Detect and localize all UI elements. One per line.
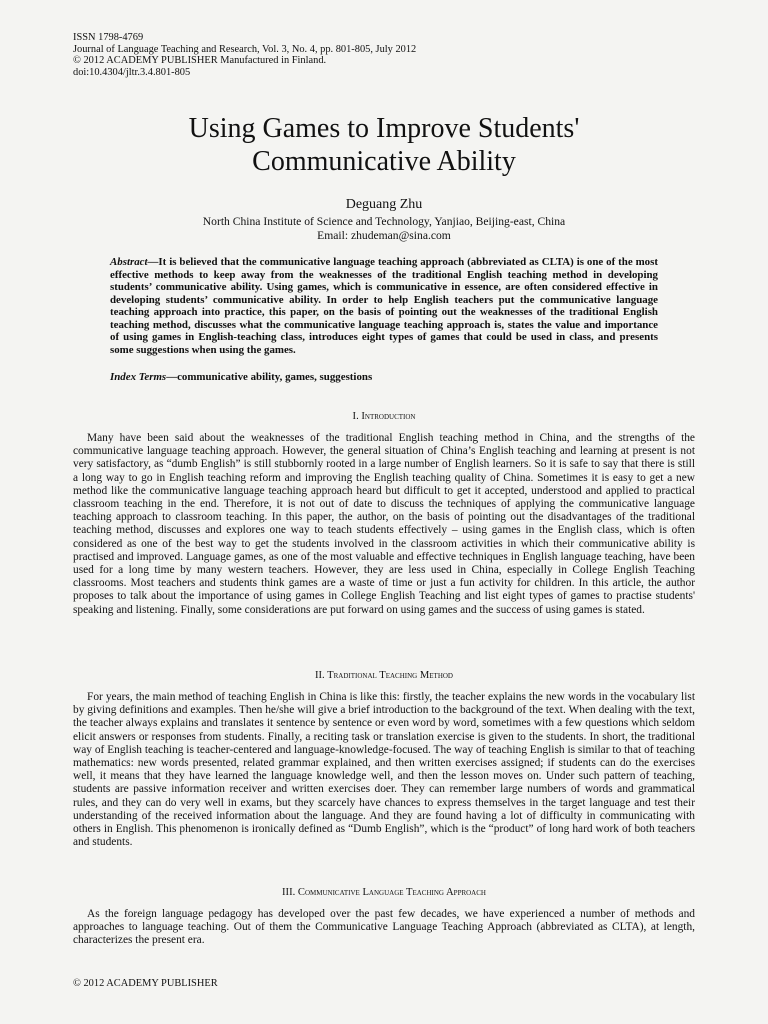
author-email: Email: zhudeman@sina.com <box>317 229 451 242</box>
author-affiliation-block <box>60 215 708 243</box>
index-terms-text: —communicative ability, games, suggestions <box>166 371 373 383</box>
copyright-line: © 2012 ACADEMY PUBLISHER Manufactured in Finland. <box>73 55 327 67</box>
section-heading-introduction: I. Introduction <box>352 411 416 422</box>
section-heading-traditional-teaching: II. Traditional Teaching Method <box>314 670 453 681</box>
journal-citation: Journal of Language Teaching and Research, Vol. 3, No. 4, pp. 801-805, July 2012 <box>73 43 417 55</box>
page-footer: © 2012 ACADEMY PUBLISHER <box>73 978 218 989</box>
author-name: Deguang Zhu <box>345 197 423 212</box>
title-line-2: Communicative Ability <box>252 146 516 177</box>
issn-line: ISSN 1798-4769 <box>73 32 144 43</box>
abstract-text: —It is believed that the communicative language teaching approach (abbreviated as CLTA) is one of the most effective methods to keep away from the weaknesses of the traditional English teaching method in developing students’ communicative ability. Using games, which is communicative in essence, are often considered effective in developing students’ communicative ability. In order to help English teachers put the communicative language teaching approach into practice, this paper, on the basis of pointing out the weaknesses of the traditional English teaching method, discusses what the communicative language teaching approach is, states the value and importance of using games in English-teaching class, introduces eight types of games that could be used in class, and presents some suggestions when using the games. <box>110 256 658 356</box>
author-affiliation: North China Institute of Science and Technology, Yanjiao, Beijing-east, China <box>202 215 566 228</box>
traditional-teaching-paragraph: For years, the main method of teaching English in China is like this: firstly, the teacher explains the new words in the vocabulary list by giving definitions and examples. Then he/she will give a brief introduction to the background of the text. When dealing with the text, the teacher always explains and translates it sentence by sentence or even word by word, sometimes with a few questions which seldom elicit answers or responses from students. Finally, a reciting task or translation exercise is given to the students. In short, the traditional way of English teaching is teacher-centered and language-knowledge-focused. The way of teaching English is similar to that of teaching mathematics: new words presented, related grammar explained, and then written exercises assigned; if students can do the exercises well, it means that they have learned the language knowledge well, and then the lesson moves on. Under such pattern of teaching, students are passive information receiver and written exercises doer. They can remember large numbers of words and grammatical rules, and they can do very well in exams, but they scarcely have chances to express themselves in the target language and test their understanding of the received information about the language. And they are found having a lot of difficulty in communicating with others in English. This phenomenon is ironically defined as “Dumb English”, which is the “product” of long hard work of both teachers and students. <box>73 691 695 849</box>
title-line-1: Using Games to Improve Students' <box>188 113 580 144</box>
clta-paragraph: As the foreign language pedagogy has developed over the past few decades, we have experienced a number of methods and approaches to language teaching. Out of them the Communicative Language Teaching Approach (abbreviated as CLTA), at length, characterizes the present era. <box>73 908 695 947</box>
journal-header <box>73 32 416 78</box>
paper-title <box>60 112 708 178</box>
abstract-label: Abstract <box>110 256 148 268</box>
index-terms <box>110 371 658 384</box>
abstract <box>110 256 658 356</box>
doi-line: doi:10.4304/jltr.3.4.801-805 <box>73 66 191 78</box>
introduction-paragraph: Many have been said about the weaknesses of the traditional English teaching method in China, and the strengths of the communicative language teaching approach. However, the general situation of China’s English teaching and learning at present is not very satisfactory, as “dumb English” is still stubbornly rooted in a large number of English learners. So it is safe to say that there is still a long way to go in English teaching reform and improving the English teaching quality of China. Sometimes it is easy to get a new method like the communicative language teaching approach heard but difficult to get it accepted, understood and applied to practical classroom teaching in the end. Therefore, it is not out of date to discuss the techniques of applying the communicative language teaching approach to classroom teaching. In this paper, the author, on the basis of pointing out the disadvantages of the traditional teaching method, discusses and explores one way to teach students effectively – using games in the English class, which is often considered as one of the best way to get the students involved in the classroom activities in which their communicative ability is practised and improved. Language games, as one of the most valuable and effective techniques in English language teaching, have been used for a long time by many western teachers. However, they are less used in China, especially in College English Teaching classrooms. Most teachers and students think games are a waste of time or just a fun activity for children. In this article, the author proposes to talk about the importance of using games in College English Teaching and list eight types of games to practise students' speaking and listening. Finally, some considerations are put forward on using games and the success of using games is stated. <box>73 432 695 616</box>
index-terms-label: Index Terms <box>110 371 167 383</box>
section-heading-clta: III. Communicative Language Teaching Approach <box>282 887 486 898</box>
